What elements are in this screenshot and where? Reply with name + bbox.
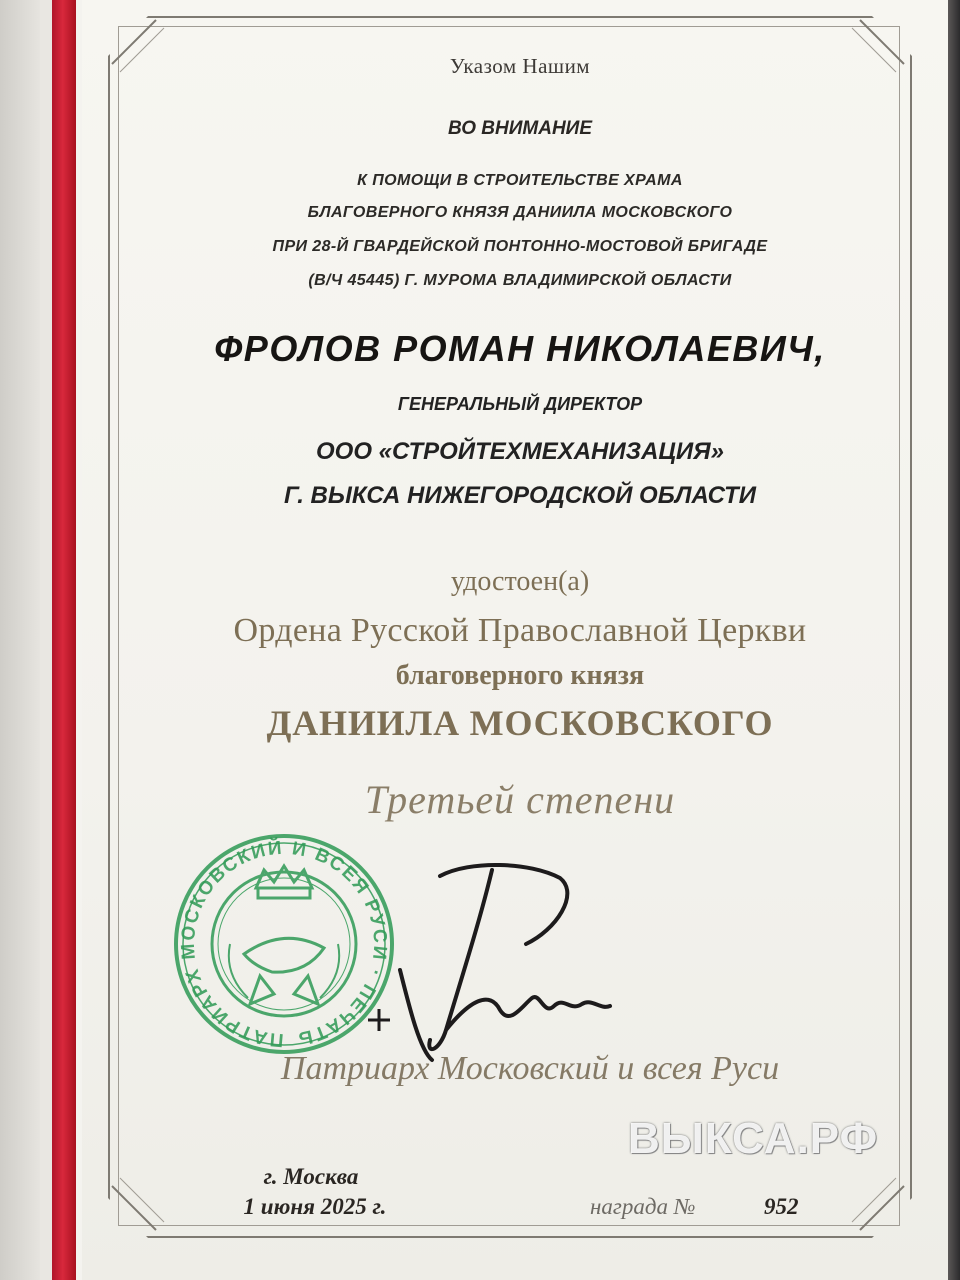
order-degree: Третьей степени (364, 777, 676, 822)
patriarch-title: Патриарх Московский и всея Руси (280, 1050, 780, 1087)
site-watermark: ВЫКСА.РФ (628, 1114, 879, 1163)
order-name: ДАНИИЛА МОСКОВСКОГО (266, 703, 774, 743)
order-title-line: благоверного князя (395, 660, 645, 691)
svg-text:ПАТРИАРХ МОСКОВСКИЙ И ВСЕЯ РУС: ПАТРИАРХ МОСКОВСКИЙ И ВСЕЯ РУСИ · ПЕЧАТЬ (177, 837, 391, 1051)
reason-line: БЛАГОВЕРНОГО КНЯЗЯ ДАНИИЛА МОСКОВСКОГО (307, 204, 733, 221)
award-number-label: награда № (590, 1194, 696, 1219)
reason-line: (В/Ч 45445) Г. МУРОМА ВЛАДИМИРСКОЙ ОБЛАСТИ (308, 272, 732, 289)
recipient-position: ГЕНЕРАЛЬНЫЙ ДИРЕКТОР (397, 394, 643, 414)
patriarch-signature (360, 850, 620, 1070)
frame-corner-ornament-bottom-left (110, 1176, 166, 1232)
red-ribbon (52, 0, 76, 1280)
reason-line: К ПОМОЩИ В СТРОИТЕЛЬСТВЕ ХРАМА (357, 172, 683, 189)
reason-line: ПРИ 28-Й ГВАРДЕЙСКОЙ ПОНТОННО-МОСТОВОЙ БРИГАДЕ (272, 238, 768, 255)
order-title-line: Ордена Русской Православной Церкви (233, 612, 807, 649)
issue-city: г. Москва (263, 1164, 359, 1189)
recipient-name: ФРОЛОВ РОМАН НИКОЛАЕВИЧ, (214, 328, 826, 369)
recipient-company: ООО «СТРОЙТЕХМЕХАНИЗАЦИЯ» (316, 438, 724, 465)
decree-label: Указом Нашим (449, 54, 591, 78)
recipient-location: Г. ВЫКСА НИЖЕГОРОДСКОЙ ОБЛАСТИ (284, 482, 756, 509)
issue-date: 1 июня 2025 г. (243, 1194, 387, 1219)
attention-heading: ВО ВНИМАНИЕ (447, 118, 593, 139)
page-left-margin (0, 0, 40, 1280)
frame-corner-ornament-bottom-right (850, 1176, 906, 1232)
award-number: 952 (764, 1194, 799, 1219)
awarded-text: удостоен(а) (450, 566, 590, 597)
binder-edge (948, 0, 960, 1280)
